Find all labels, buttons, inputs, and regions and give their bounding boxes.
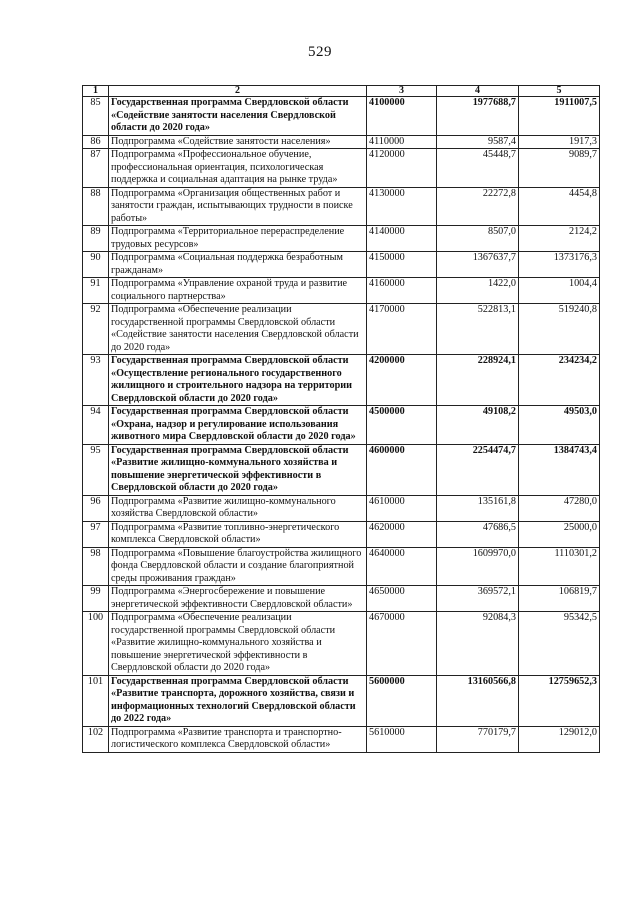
- table-row: [83, 278, 600, 304]
- row-name: Подпрограмма «Обеспечение реализации государственной программы Свердловской области «Содействие занятости населения Свердловской области до 2020 года»: [109, 304, 367, 355]
- row-value-col5: 1911007,5: [519, 97, 600, 136]
- table-row: [83, 406, 600, 445]
- row-value-col5: 47280,0: [519, 495, 600, 521]
- row-code: 4120000: [367, 149, 437, 188]
- row-code: 4610000: [367, 495, 437, 521]
- row-name: Государственная программа Свердловской области «Развитие транспорта, дорожного хозяйства, связи и информационных технологий Свердловской области до 2022 года»: [109, 675, 367, 726]
- row-name: Подпрограмма «Содействие занятости населения»: [109, 135, 367, 149]
- row-value-col5: 519240,8: [519, 304, 600, 355]
- row-number: 86: [83, 135, 109, 149]
- row-value-col4: 9587,4: [437, 135, 519, 149]
- row-code: 4140000: [367, 226, 437, 252]
- row-code: 4600000: [367, 444, 437, 495]
- row-value-col5: 49503,0: [519, 406, 600, 445]
- table-row: [83, 675, 600, 726]
- row-code: 4110000: [367, 135, 437, 149]
- row-code: 4650000: [367, 586, 437, 612]
- row-number: 92: [83, 304, 109, 355]
- row-value-col4: 228924,1: [437, 355, 519, 406]
- header-col-3: 3: [367, 86, 437, 97]
- table-body: [83, 97, 600, 753]
- row-name: Государственная программа Свердловской области «Развитие жилищно-коммунального хозяйства и повышение энергетической эффективности в Свердловской области до 2020 года»: [109, 444, 367, 495]
- row-number: 90: [83, 252, 109, 278]
- row-value-col5: 234234,2: [519, 355, 600, 406]
- row-code: 4170000: [367, 304, 437, 355]
- row-value-col5: 129012,0: [519, 726, 600, 752]
- table-row: [83, 97, 600, 136]
- row-number: 93: [83, 355, 109, 406]
- row-number: 97: [83, 521, 109, 547]
- table-row: [83, 586, 600, 612]
- row-number: 94: [83, 406, 109, 445]
- row-value-col4: 13160566,8: [437, 675, 519, 726]
- row-value-col5: 1917,3: [519, 135, 600, 149]
- row-code: 4160000: [367, 278, 437, 304]
- table-row: [83, 612, 600, 676]
- row-number: 98: [83, 547, 109, 586]
- row-value-col5: 1004,4: [519, 278, 600, 304]
- row-code: 4670000: [367, 612, 437, 676]
- row-number: 85: [83, 97, 109, 136]
- row-name: Государственная программа Свердловской области «Содействие занятости населения Свердловской области до 2020 года»: [109, 97, 367, 136]
- row-name: Подпрограмма «Обеспечение реализации государственной программы Свердловской области «Развитие жилищно-коммунального хозяйства и повышение энергетической эффективности в Свердловской области до 2020 года»: [109, 612, 367, 676]
- row-value-col4: 22272,8: [437, 187, 519, 226]
- header-col-5: 5: [519, 86, 600, 97]
- row-value-col5: 12759652,3: [519, 675, 600, 726]
- row-value-col4: 1367637,7: [437, 252, 519, 278]
- row-code: 4100000: [367, 97, 437, 136]
- table-row: [83, 187, 600, 226]
- table-row: [83, 226, 600, 252]
- header-col-2: 2: [109, 86, 367, 97]
- row-name: Подпрограмма «Развитие транспорта и транспортно-логистического комплекса Свердловской области»: [109, 726, 367, 752]
- row-code: 4640000: [367, 547, 437, 586]
- row-name: Государственная программа Свердловской области «Охрана, надзор и регулирование использования животного мира Свердловской области до 2020 года»: [109, 406, 367, 445]
- row-value-col4: 770179,7: [437, 726, 519, 752]
- table-row: [83, 547, 600, 586]
- row-name: Подпрограмма «Профессиональное обучение, профессиональная ориентация, психологическая поддержка и социальная адаптация на рынке труда»: [109, 149, 367, 188]
- row-code: 4150000: [367, 252, 437, 278]
- row-number: 91: [83, 278, 109, 304]
- row-value-col4: 47686,5: [437, 521, 519, 547]
- row-value-col5: 106819,7: [519, 586, 600, 612]
- row-number: 96: [83, 495, 109, 521]
- table-row: [83, 495, 600, 521]
- table-row: [83, 135, 600, 149]
- row-value-col5: 1373176,3: [519, 252, 600, 278]
- table-row: [83, 355, 600, 406]
- row-value-col4: 49108,2: [437, 406, 519, 445]
- row-number: 100: [83, 612, 109, 676]
- row-value-col5: 2124,2: [519, 226, 600, 252]
- header-col-1: 1: [83, 86, 109, 97]
- row-code: 4500000: [367, 406, 437, 445]
- row-value-col4: 45448,7: [437, 149, 519, 188]
- row-value-col4: 135161,8: [437, 495, 519, 521]
- table-row: [83, 252, 600, 278]
- header-col-4: 4: [437, 86, 519, 97]
- row-name: Подпрограмма «Энергосбережение и повышение энергетической эффективности Свердловской области»: [109, 586, 367, 612]
- row-value-col4: 2254474,7: [437, 444, 519, 495]
- row-value-col4: 1609970,0: [437, 547, 519, 586]
- row-name: Подпрограмма «Социальная поддержка безработным гражданам»: [109, 252, 367, 278]
- row-name: Государственная программа Свердловской области «Осуществление регионального государственного жилищного и строительного надзора на территории Свердловской области до 2020 года»: [109, 355, 367, 406]
- table-row: [83, 149, 600, 188]
- table-row: [83, 521, 600, 547]
- row-number: 88: [83, 187, 109, 226]
- row-code: 5610000: [367, 726, 437, 752]
- row-name: Подпрограмма «Повышение благоустройства жилищного фонда Свердловской области и создание благоприятной среды проживания граждан»: [109, 547, 367, 586]
- row-name: Подпрограмма «Развитие жилищно-коммунального хозяйства Свердловской области»: [109, 495, 367, 521]
- row-value-col4: 1422,0: [437, 278, 519, 304]
- row-code: 5600000: [367, 675, 437, 726]
- row-number: 89: [83, 226, 109, 252]
- row-number: 101: [83, 675, 109, 726]
- row-value-col5: 1384743,4: [519, 444, 600, 495]
- row-value-col4: 1977688,7: [437, 97, 519, 136]
- row-number: 87: [83, 149, 109, 188]
- row-name: Подпрограмма «Территориальное перераспределение трудовых ресурсов»: [109, 226, 367, 252]
- row-value-col5: 4454,8: [519, 187, 600, 226]
- row-value-col4: 92084,3: [437, 612, 519, 676]
- row-code: 4130000: [367, 187, 437, 226]
- page-number: 529: [308, 44, 332, 60]
- table-row: [83, 304, 600, 355]
- row-value-col4: 522813,1: [437, 304, 519, 355]
- row-code: 4200000: [367, 355, 437, 406]
- row-number: 99: [83, 586, 109, 612]
- budget-table: [82, 85, 600, 753]
- row-number: 95: [83, 444, 109, 495]
- row-value-col5: 1110301,2: [519, 547, 600, 586]
- table-row: [83, 444, 600, 495]
- table-header-row: [83, 86, 600, 97]
- row-value-col4: 369572,1: [437, 586, 519, 612]
- row-number: 102: [83, 726, 109, 752]
- row-name: Подпрограмма «Развитие топливно-энергетического комплекса Свердловской области»: [109, 521, 367, 547]
- row-value-col4: 8507,0: [437, 226, 519, 252]
- row-value-col5: 95342,5: [519, 612, 600, 676]
- row-name: Подпрограмма «Управление охраной труда и развитие социального партнерства»: [109, 278, 367, 304]
- row-name: Подпрограмма «Организация общественных работ и занятости граждан, испытывающих трудности в поиске работы»: [109, 187, 367, 226]
- table-row: [83, 726, 600, 752]
- row-value-col5: 9089,7: [519, 149, 600, 188]
- row-value-col5: 25000,0: [519, 521, 600, 547]
- row-code: 4620000: [367, 521, 437, 547]
